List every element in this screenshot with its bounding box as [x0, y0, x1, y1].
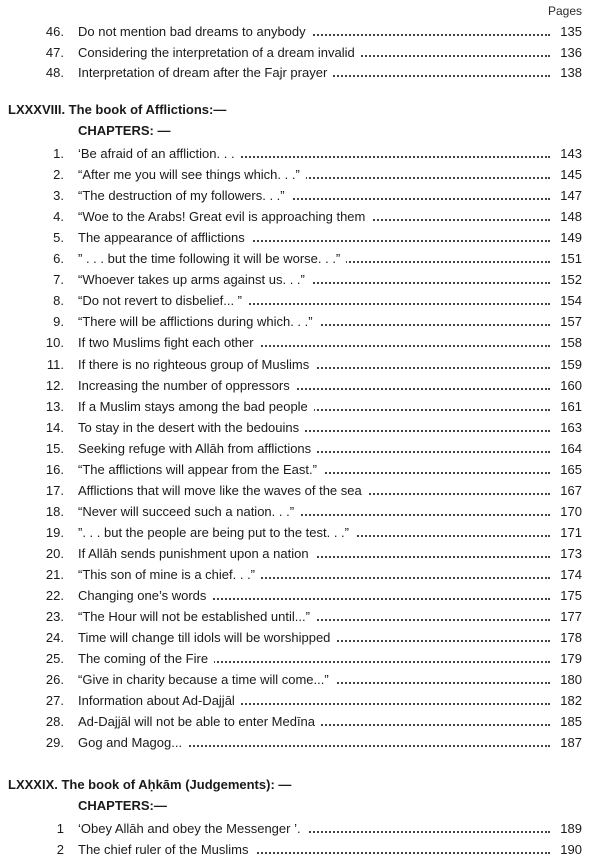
- toc-entry: [0, 22, 600, 42]
- toc-entry: [0, 523, 600, 543]
- entry-title-text: To stay in the desert with the bedouins: [78, 420, 305, 435]
- entry-title: [78, 355, 550, 375]
- entry-title: [78, 22, 550, 42]
- toc-entry: [0, 418, 600, 438]
- entry-title-text: The chief ruler of the Muslims: [78, 842, 255, 857]
- entry-title: [78, 397, 550, 417]
- entry-title: [78, 544, 550, 564]
- entry-number: 23.: [45, 609, 64, 625]
- toc-entry: [0, 840, 600, 860]
- entry-page-number: 171: [560, 524, 582, 540]
- entry-title: [78, 439, 550, 459]
- entry-page-number: 185: [560, 714, 582, 730]
- entry-title: [78, 333, 550, 353]
- entry-page-number: 154: [560, 293, 582, 309]
- entry-title-text: “Do not revert to disbelief... ”: [78, 293, 248, 308]
- entry-page-number: 159: [560, 356, 582, 372]
- entry-number: 4.: [53, 209, 64, 225]
- entry-number: 11.: [46, 356, 64, 372]
- toc-entry: [0, 63, 600, 83]
- entry-page-number: 178: [560, 630, 582, 646]
- entry-page-number: 163: [560, 419, 582, 435]
- entry-number: 24.: [45, 630, 64, 646]
- entry-title-text: Information about Ad-Dajjāl: [78, 693, 241, 708]
- entry-title-text: “The afflictions will appear from the East.”: [78, 462, 323, 477]
- entry-number: 22.: [45, 588, 64, 604]
- toc-entry: [0, 670, 600, 690]
- entry-page-number: 136: [560, 44, 582, 60]
- entry-title: [78, 165, 550, 185]
- entry-title: [78, 840, 550, 860]
- entry-number: 26.: [45, 672, 64, 688]
- toc-entry: [0, 481, 600, 501]
- toc-entry: [0, 270, 600, 290]
- entry-number: 15.: [45, 440, 64, 456]
- entry-title: [78, 607, 550, 627]
- entry-title-text: If a Muslim stays among the bad people: [78, 399, 314, 414]
- entry-page-number: 189: [560, 821, 582, 836]
- entry-page-number: 167: [560, 482, 582, 498]
- entry-number: 16.: [45, 461, 64, 477]
- toc-entry: [0, 333, 600, 353]
- entry-number: 1.: [53, 146, 64, 161]
- entry-title-text: “There will be afflictions during which. . .”: [78, 314, 319, 329]
- entry-page-number: 158: [560, 335, 582, 351]
- entry-page-number: 151: [560, 251, 582, 267]
- entry-title-text: “Never will succeed such a nation. . .”: [78, 504, 300, 519]
- entry-number: 13.: [45, 398, 64, 414]
- entry-number: 48.: [45, 65, 64, 80]
- toc-entry: [0, 649, 600, 669]
- toc-entry: [0, 691, 600, 711]
- entry-title-text: “Whoever takes up arms against us. . .”: [78, 272, 311, 287]
- toc-entry: [0, 376, 600, 396]
- entry-number: 7.: [53, 272, 64, 288]
- entry-title: [78, 270, 550, 290]
- entry-title-text: ‘Obey Allāh and obey the Messenger ’.: [78, 821, 307, 836]
- entry-title: [78, 228, 550, 248]
- entry-number: 21.: [45, 567, 64, 582]
- entry-title-text: ”. . . but the people are being put to the test. . .”: [78, 525, 355, 540]
- toc-entry: [0, 565, 600, 585]
- entry-page-number: 149: [560, 230, 582, 246]
- entry-number: 9.: [53, 314, 64, 330]
- entry-title: [78, 63, 550, 83]
- entry-title-text: Interpretation of dream after the Fajr prayer: [78, 65, 333, 80]
- chapters-label-ahkam: CHAPTERS:—: [78, 798, 167, 813]
- entry-title: [78, 733, 550, 753]
- entry-title-text: Gog and Magog...: [78, 735, 188, 750]
- entry-title: [78, 291, 550, 311]
- entry-title: [78, 481, 550, 501]
- entry-title-text: The coming of the Fire: [78, 651, 214, 666]
- entry-title: [78, 43, 550, 63]
- entry-title-text: Changing one’s words: [78, 588, 212, 603]
- entry-page-number: 174: [560, 567, 582, 582]
- toc-entry: [0, 144, 600, 164]
- entry-title: [78, 819, 550, 839]
- entry-page-number: 135: [560, 24, 582, 39]
- entry-title: [78, 649, 550, 669]
- toc-entry: [0, 186, 600, 206]
- entry-page-number: 145: [560, 167, 582, 183]
- entry-page-number: 170: [560, 503, 582, 519]
- entry-number: 14.: [45, 419, 64, 435]
- entry-number: 19.: [45, 524, 64, 540]
- toc-entry: [0, 586, 600, 606]
- entry-page-number: 177: [560, 609, 582, 625]
- book-heading-ahkam: LXXXIX. The book of Aḥkām (Judgements): —: [8, 777, 292, 792]
- entry-title: [78, 207, 550, 227]
- entry-title-text: “The destruction of my followers. . .”: [78, 188, 291, 203]
- toc-entry: [0, 165, 600, 185]
- entry-title: [78, 144, 550, 164]
- entry-number: 46.: [45, 24, 64, 39]
- entry-number: 47.: [45, 44, 64, 60]
- entry-title-text: If Allāh sends punishment upon a nation: [78, 546, 315, 561]
- entry-page-number: 161: [560, 398, 582, 414]
- entry-title-text: Do not mention bad dreams to anybody: [78, 24, 312, 39]
- entry-title: [78, 418, 550, 438]
- entry-title-text: Time will change till idols will be worshipped: [78, 630, 336, 645]
- entry-number: 2.: [53, 167, 64, 183]
- entry-title-text: Seeking refuge with Allāh from afflictions: [78, 441, 317, 456]
- toc-entry: [0, 207, 600, 227]
- entry-title: [78, 712, 550, 732]
- entry-page-number: 164: [560, 440, 582, 456]
- entry-title: [78, 670, 550, 690]
- book-heading-afflictions: LXXXVIII. The book of Afflictions:—: [8, 102, 227, 117]
- entry-number: 10.: [45, 335, 64, 351]
- toc-entry: [0, 819, 600, 839]
- entry-title: [78, 523, 550, 543]
- toc-entry: [0, 249, 600, 269]
- entry-page-number: 187: [560, 735, 582, 751]
- entry-page-number: 165: [560, 461, 582, 477]
- entry-page-number: 180: [560, 672, 582, 688]
- entry-number: 18.: [45, 503, 64, 519]
- entry-title-text: Afflictions that will move like the waves of the sea: [78, 483, 368, 498]
- entry-title-text: “After me you will see things which. . .”: [78, 167, 306, 182]
- entry-page-number: 173: [560, 545, 582, 561]
- entry-title: [78, 249, 550, 269]
- chapters-label-afflictions: CHAPTERS: —: [78, 123, 171, 138]
- entry-title-text: ” . . . but the time following it will be worse. . .”: [78, 251, 346, 266]
- entry-page-number: 179: [560, 651, 582, 667]
- entry-title-text: “This son of mine is a chief. . .”: [78, 567, 261, 582]
- entry-number: 29.: [45, 735, 64, 751]
- entry-number: 5.: [53, 230, 64, 246]
- entry-page-number: 160: [560, 377, 582, 393]
- toc-entry: [0, 733, 600, 753]
- entry-title-text: “Woe to the Arabs! Great evil is approaching them: [78, 209, 371, 224]
- toc-entry: [0, 228, 600, 248]
- entry-title-text: Considering the interpretation of a dream invalid: [78, 45, 361, 60]
- entry-page-number: 147: [560, 188, 582, 204]
- entry-title-text: ‘Be afraid of an affliction. . .: [78, 146, 241, 161]
- entry-title-text: The appearance of afflictions: [78, 230, 251, 245]
- entry-title: [78, 376, 550, 396]
- entry-title: [78, 502, 550, 522]
- toc-entry: [0, 291, 600, 311]
- entry-page-number: 182: [560, 693, 582, 709]
- toc-entry: [0, 502, 600, 522]
- entry-title: [78, 691, 550, 711]
- entry-title-text: “Give in charity because a time will come...”: [78, 672, 335, 687]
- entry-title: [78, 312, 550, 332]
- entry-number: 25.: [45, 651, 64, 667]
- toc-entry: [0, 544, 600, 564]
- entry-number: 20.: [45, 545, 64, 561]
- toc-entry: [0, 628, 600, 648]
- entry-page-number: 152: [560, 272, 582, 288]
- entry-title: [78, 460, 550, 480]
- entry-number: 8.: [53, 293, 64, 309]
- entry-page-number: 157: [560, 314, 582, 330]
- entry-page-number: 148: [560, 209, 582, 225]
- entry-title: [78, 565, 550, 585]
- toc-entry: [0, 43, 600, 63]
- entry-number: 12.: [45, 377, 64, 393]
- entry-number: 27.: [45, 693, 64, 709]
- entry-number: 2: [56, 841, 64, 857]
- entry-title-text: If there is no righteous group of Muslims: [78, 357, 315, 372]
- toc-entry: [0, 712, 600, 732]
- entry-title-text: “The Hour will not be established until...”: [78, 609, 316, 624]
- entry-title: [78, 186, 550, 206]
- toc-entry: [0, 439, 600, 459]
- entry-number: 3.: [53, 188, 64, 204]
- entry-number: 1: [56, 821, 64, 836]
- pages-column-label: Pages: [547, 4, 582, 18]
- entry-number: 28.: [45, 714, 64, 730]
- entry-page-number: 190: [560, 841, 582, 857]
- entry-title: [78, 586, 550, 606]
- entry-title-text: Increasing the number of oppressors: [78, 378, 296, 393]
- entry-page-number: 175: [560, 588, 582, 604]
- toc-entry: [0, 355, 600, 375]
- entry-title: [78, 628, 550, 648]
- toc-entry: [0, 312, 600, 332]
- toc-entry: [0, 607, 600, 627]
- entry-number: 6.: [53, 251, 64, 267]
- toc-entry: [0, 397, 600, 417]
- entry-page-number: 143: [560, 146, 582, 161]
- entry-title-text: If two Muslims fight each other: [78, 335, 260, 350]
- entry-number: 17.: [45, 482, 64, 498]
- toc-entry: [0, 460, 600, 480]
- entry-page-number: 138: [560, 65, 582, 80]
- entry-title-text: Ad-Dajjāl will not be able to enter Medīna: [78, 714, 321, 729]
